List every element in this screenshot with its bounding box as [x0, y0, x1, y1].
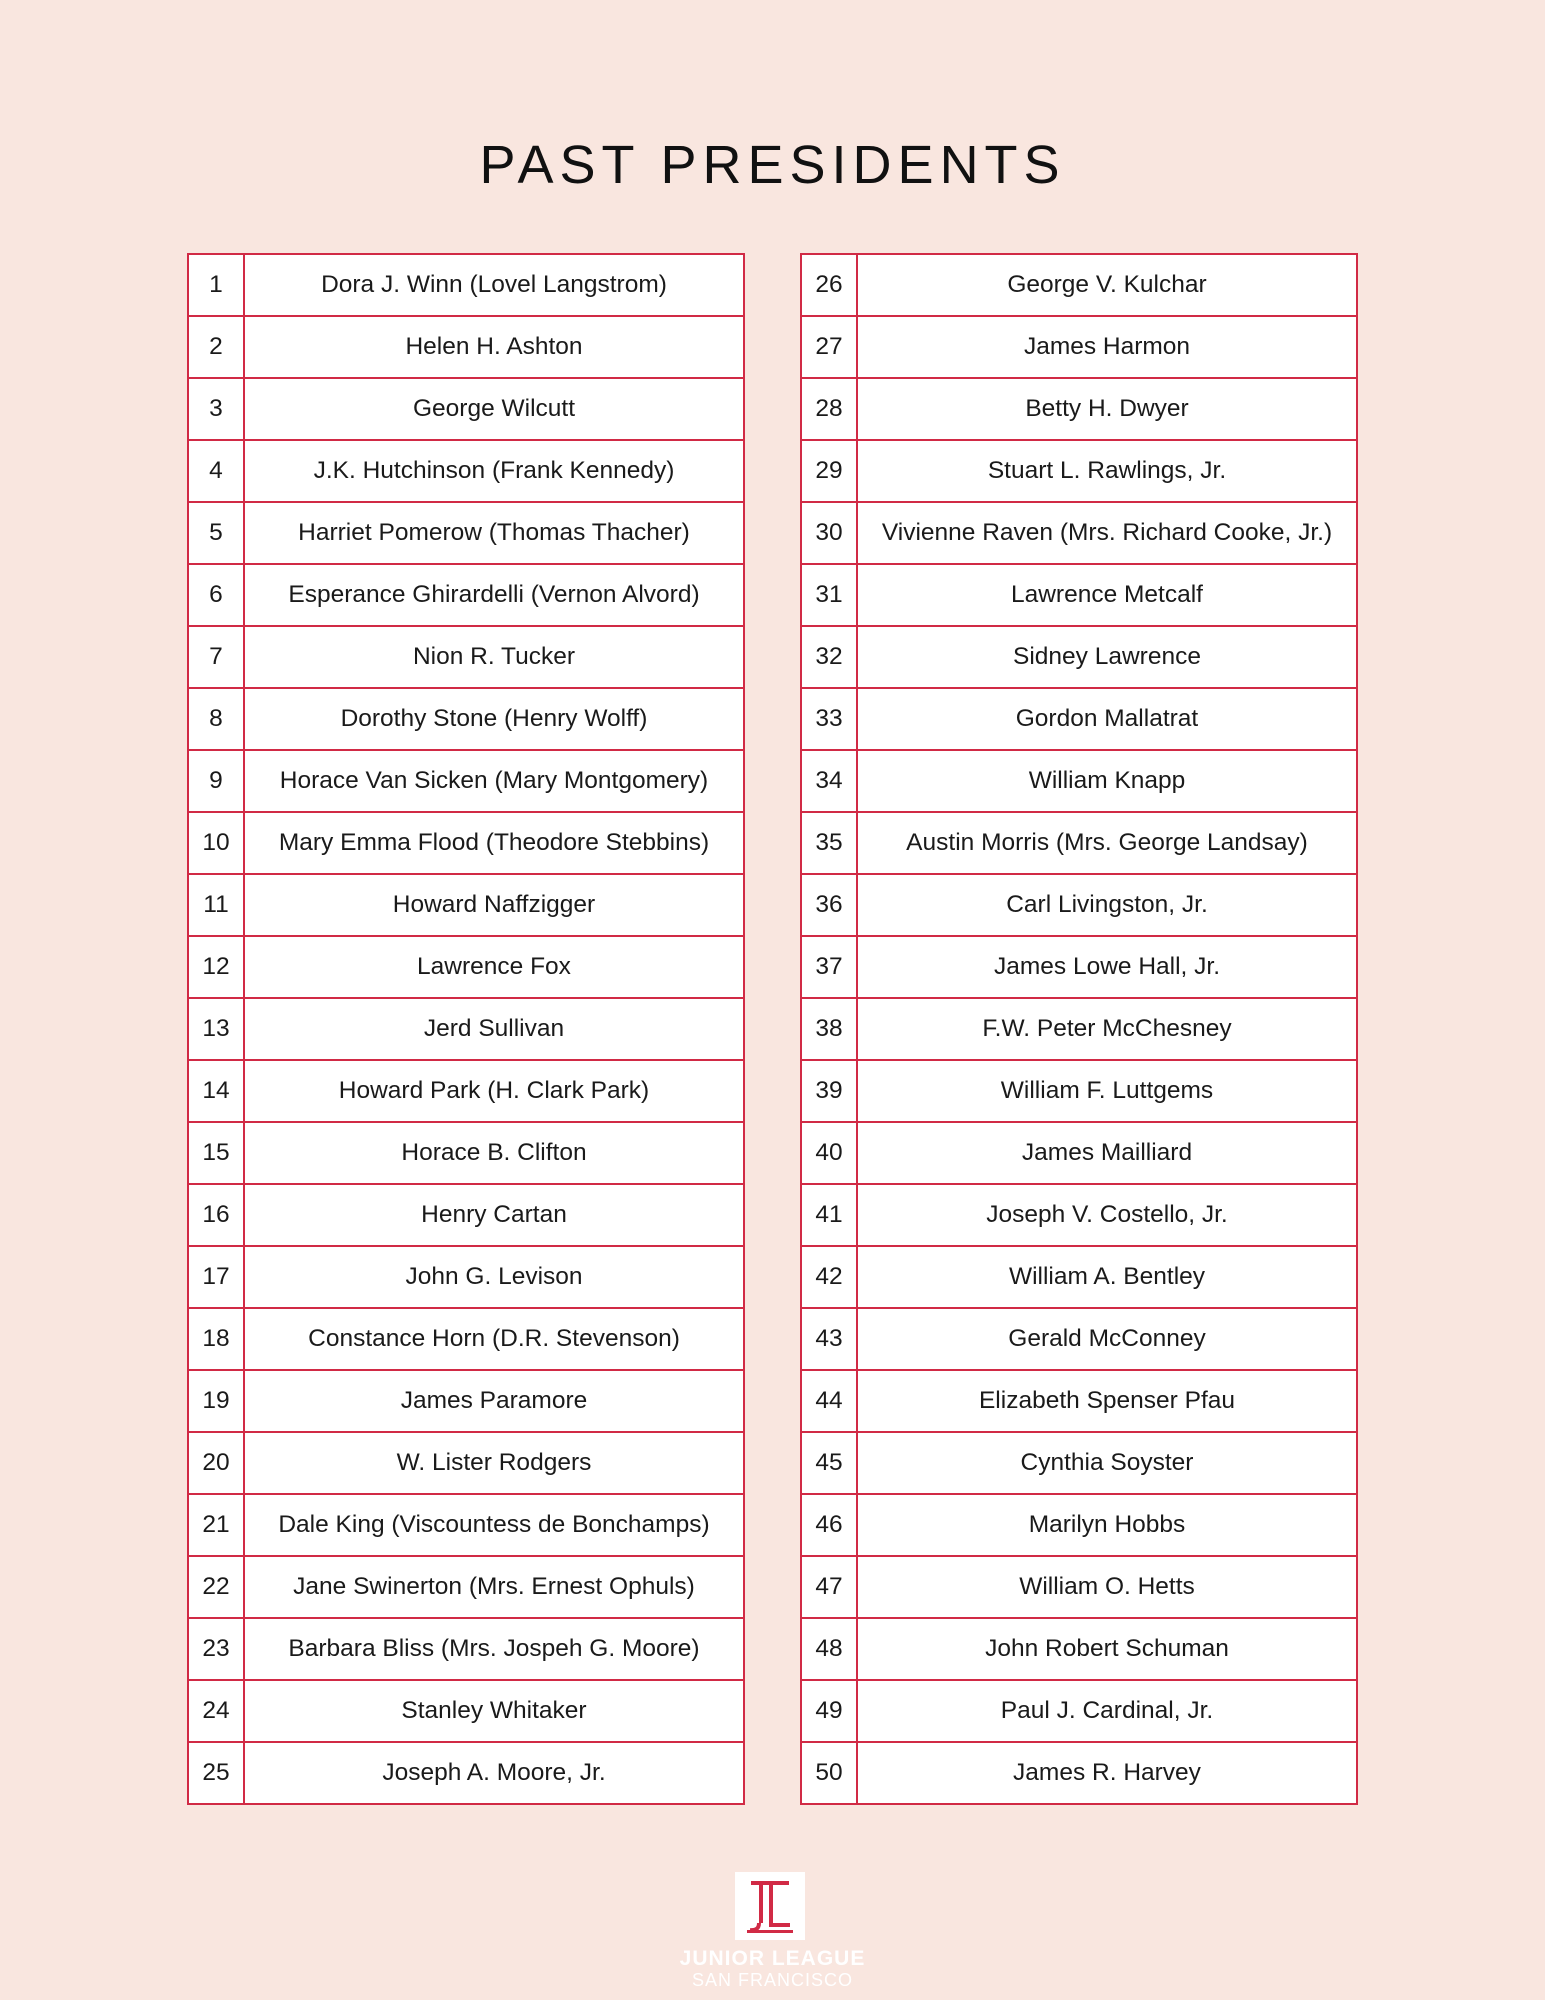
table-row [188, 378, 744, 440]
table-row [801, 1308, 1357, 1370]
president-number: 39 [801, 1060, 857, 1122]
table-row [188, 316, 744, 378]
presidents-table-left [187, 253, 745, 1805]
president-number: 27 [801, 316, 857, 378]
president-name: Austin Morris (Mrs. George Landsay) [857, 812, 1357, 874]
president-number: 8 [188, 688, 244, 750]
president-number: 36 [801, 874, 857, 936]
president-name: William O. Hetts [857, 1556, 1357, 1618]
table-row [188, 874, 744, 936]
logo-city: SAN FRANCISCO [691, 1970, 854, 1990]
president-number: 14 [188, 1060, 244, 1122]
president-number: 45 [801, 1432, 857, 1494]
president-number: 6 [188, 564, 244, 626]
table-row [801, 750, 1357, 812]
table-row [801, 1246, 1357, 1308]
president-name: Harriet Pomerow (Thomas Thacher) [244, 502, 744, 564]
president-number: 46 [801, 1494, 857, 1556]
president-number: 30 [801, 502, 857, 564]
president-number: 49 [801, 1680, 857, 1742]
junior-league-logo-icon [735, 1872, 805, 1940]
president-number: 12 [188, 936, 244, 998]
table-row [188, 564, 744, 626]
president-number: 38 [801, 998, 857, 1060]
table-row [188, 502, 744, 564]
president-number: 25 [188, 1742, 244, 1804]
table-row [801, 1618, 1357, 1680]
table-row [188, 1432, 744, 1494]
table-row [188, 1618, 744, 1680]
president-number: 9 [188, 750, 244, 812]
table-row [801, 626, 1357, 688]
president-number: 50 [801, 1742, 857, 1804]
table-row [188, 1556, 744, 1618]
table-row [801, 564, 1357, 626]
president-number: 34 [801, 750, 857, 812]
table-row [188, 812, 744, 874]
president-number: 29 [801, 440, 857, 502]
president-name: Howard Naffzigger [244, 874, 744, 936]
table-row [188, 1308, 744, 1370]
table-row [188, 1122, 744, 1184]
president-number: 37 [801, 936, 857, 998]
president-number: 16 [188, 1184, 244, 1246]
table-row [801, 254, 1357, 316]
president-number: 35 [801, 812, 857, 874]
table-row [188, 1494, 744, 1556]
president-name: Barbara Bliss (Mrs. Jospeh G. Moore) [244, 1618, 744, 1680]
president-number: 42 [801, 1246, 857, 1308]
table-row [801, 502, 1357, 564]
table-row [188, 1060, 744, 1122]
president-name: Horace B. Clifton [244, 1122, 744, 1184]
president-number: 2 [188, 316, 244, 378]
table-row [188, 1246, 744, 1308]
table-row [188, 1742, 744, 1804]
president-name: Paul J. Cardinal, Jr. [857, 1680, 1357, 1742]
president-name: Gordon Mallatrat [857, 688, 1357, 750]
presidents-table-left-body [188, 254, 744, 1804]
president-name: Horace Van Sicken (Mary Montgomery) [244, 750, 744, 812]
table-row [801, 1742, 1357, 1804]
president-number: 23 [188, 1618, 244, 1680]
table-row [188, 1370, 744, 1432]
president-number: 20 [188, 1432, 244, 1494]
president-name: Dorothy Stone (Henry Wolff) [244, 688, 744, 750]
table-row [801, 1122, 1357, 1184]
president-name: Jerd Sullivan [244, 998, 744, 1060]
table-row [188, 1184, 744, 1246]
table-row [801, 688, 1357, 750]
table-row [188, 626, 744, 688]
president-number: 44 [801, 1370, 857, 1432]
president-number: 26 [801, 254, 857, 316]
president-name: Marilyn Hobbs [857, 1494, 1357, 1556]
table-row [801, 812, 1357, 874]
president-number: 32 [801, 626, 857, 688]
president-name: James R. Harvey [857, 1742, 1357, 1804]
table-row [188, 750, 744, 812]
president-name: James Mailliard [857, 1122, 1357, 1184]
president-number: 11 [188, 874, 244, 936]
president-name: Sidney Lawrence [857, 626, 1357, 688]
president-name: Joseph A. Moore, Jr. [244, 1742, 744, 1804]
president-name: Dora J. Winn (Lovel Langstrom) [244, 254, 744, 316]
president-number: 4 [188, 440, 244, 502]
president-number: 21 [188, 1494, 244, 1556]
table-row [801, 1680, 1357, 1742]
president-name: James Lowe Hall, Jr. [857, 936, 1357, 998]
logo-name: JUNIOR LEAGUE [679, 1947, 866, 1970]
table-row [801, 936, 1357, 998]
president-name: Elizabeth Spenser Pfau [857, 1370, 1357, 1432]
president-name: Esperance Ghirardelli (Vernon Alvord) [244, 564, 744, 626]
president-number: 3 [188, 378, 244, 440]
table-row [188, 440, 744, 502]
president-number: 31 [801, 564, 857, 626]
president-name: Gerald McConney [857, 1308, 1357, 1370]
president-number: 47 [801, 1556, 857, 1618]
president-name: John Robert Schuman [857, 1618, 1357, 1680]
president-name: William A. Bentley [857, 1246, 1357, 1308]
table-row [801, 1432, 1357, 1494]
table-row [801, 1060, 1357, 1122]
president-name: John G. Levison [244, 1246, 744, 1308]
president-name: William F. Luttgems [857, 1060, 1357, 1122]
president-name: J.K. Hutchinson (Frank Kennedy) [244, 440, 744, 502]
president-name: Lawrence Metcalf [857, 564, 1357, 626]
president-number: 41 [801, 1184, 857, 1246]
table-row [801, 378, 1357, 440]
table-row [188, 688, 744, 750]
president-number: 43 [801, 1308, 857, 1370]
president-number: 18 [188, 1308, 244, 1370]
president-name: Nion R. Tucker [244, 626, 744, 688]
table-row [188, 254, 744, 316]
page-title: PAST PRESIDENTS [479, 135, 1066, 195]
table-row [188, 1680, 744, 1742]
president-name: Carl Livingston, Jr. [857, 874, 1357, 936]
president-number: 17 [188, 1246, 244, 1308]
president-name: Stanley Whitaker [244, 1680, 744, 1742]
table-row [188, 936, 744, 998]
president-name: Joseph V. Costello, Jr. [857, 1184, 1357, 1246]
president-name: Helen H. Ashton [244, 316, 744, 378]
presidents-table-right-body [801, 254, 1357, 1804]
president-number: 22 [188, 1556, 244, 1618]
president-name: Betty H. Dwyer [857, 378, 1357, 440]
president-name: W. Lister Rodgers [244, 1432, 744, 1494]
president-name: James Harmon [857, 316, 1357, 378]
president-name: George V. Kulchar [857, 254, 1357, 316]
table-row [801, 998, 1357, 1060]
presidents-table-right [800, 253, 1358, 1805]
president-name: Cynthia Soyster [857, 1432, 1357, 1494]
president-number: 5 [188, 502, 244, 564]
president-name: Henry Cartan [244, 1184, 744, 1246]
president-number: 40 [801, 1122, 857, 1184]
table-row [801, 1184, 1357, 1246]
president-name: William Knapp [857, 750, 1357, 812]
president-name: Stuart L. Rawlings, Jr. [857, 440, 1357, 502]
president-number: 28 [801, 378, 857, 440]
president-name: James Paramore [244, 1370, 744, 1432]
president-number: 48 [801, 1618, 857, 1680]
president-number: 1 [188, 254, 244, 316]
table-row [801, 440, 1357, 502]
president-number: 10 [188, 812, 244, 874]
table-row [801, 316, 1357, 378]
president-name: Constance Horn (D.R. Stevenson) [244, 1308, 744, 1370]
president-number: 24 [188, 1680, 244, 1742]
table-row [801, 874, 1357, 936]
president-name: Jane Swinerton (Mrs. Ernest Ophuls) [244, 1556, 744, 1618]
table-row [188, 998, 744, 1060]
president-name: George Wilcutt [244, 378, 744, 440]
president-name: Lawrence Fox [244, 936, 744, 998]
president-number: 19 [188, 1370, 244, 1432]
president-name: F.W. Peter McChesney [857, 998, 1357, 1060]
table-row [801, 1494, 1357, 1556]
president-number: 7 [188, 626, 244, 688]
president-number: 15 [188, 1122, 244, 1184]
president-name: Dale King (Viscountess de Bonchamps) [244, 1494, 744, 1556]
table-row [801, 1370, 1357, 1432]
president-number: 13 [188, 998, 244, 1060]
president-name: Howard Park (H. Clark Park) [244, 1060, 744, 1122]
table-row [801, 1556, 1357, 1618]
president-number: 33 [801, 688, 857, 750]
president-name: Vivienne Raven (Mrs. Richard Cooke, Jr.) [857, 502, 1357, 564]
president-name: Mary Emma Flood (Theodore Stebbins) [244, 812, 744, 874]
